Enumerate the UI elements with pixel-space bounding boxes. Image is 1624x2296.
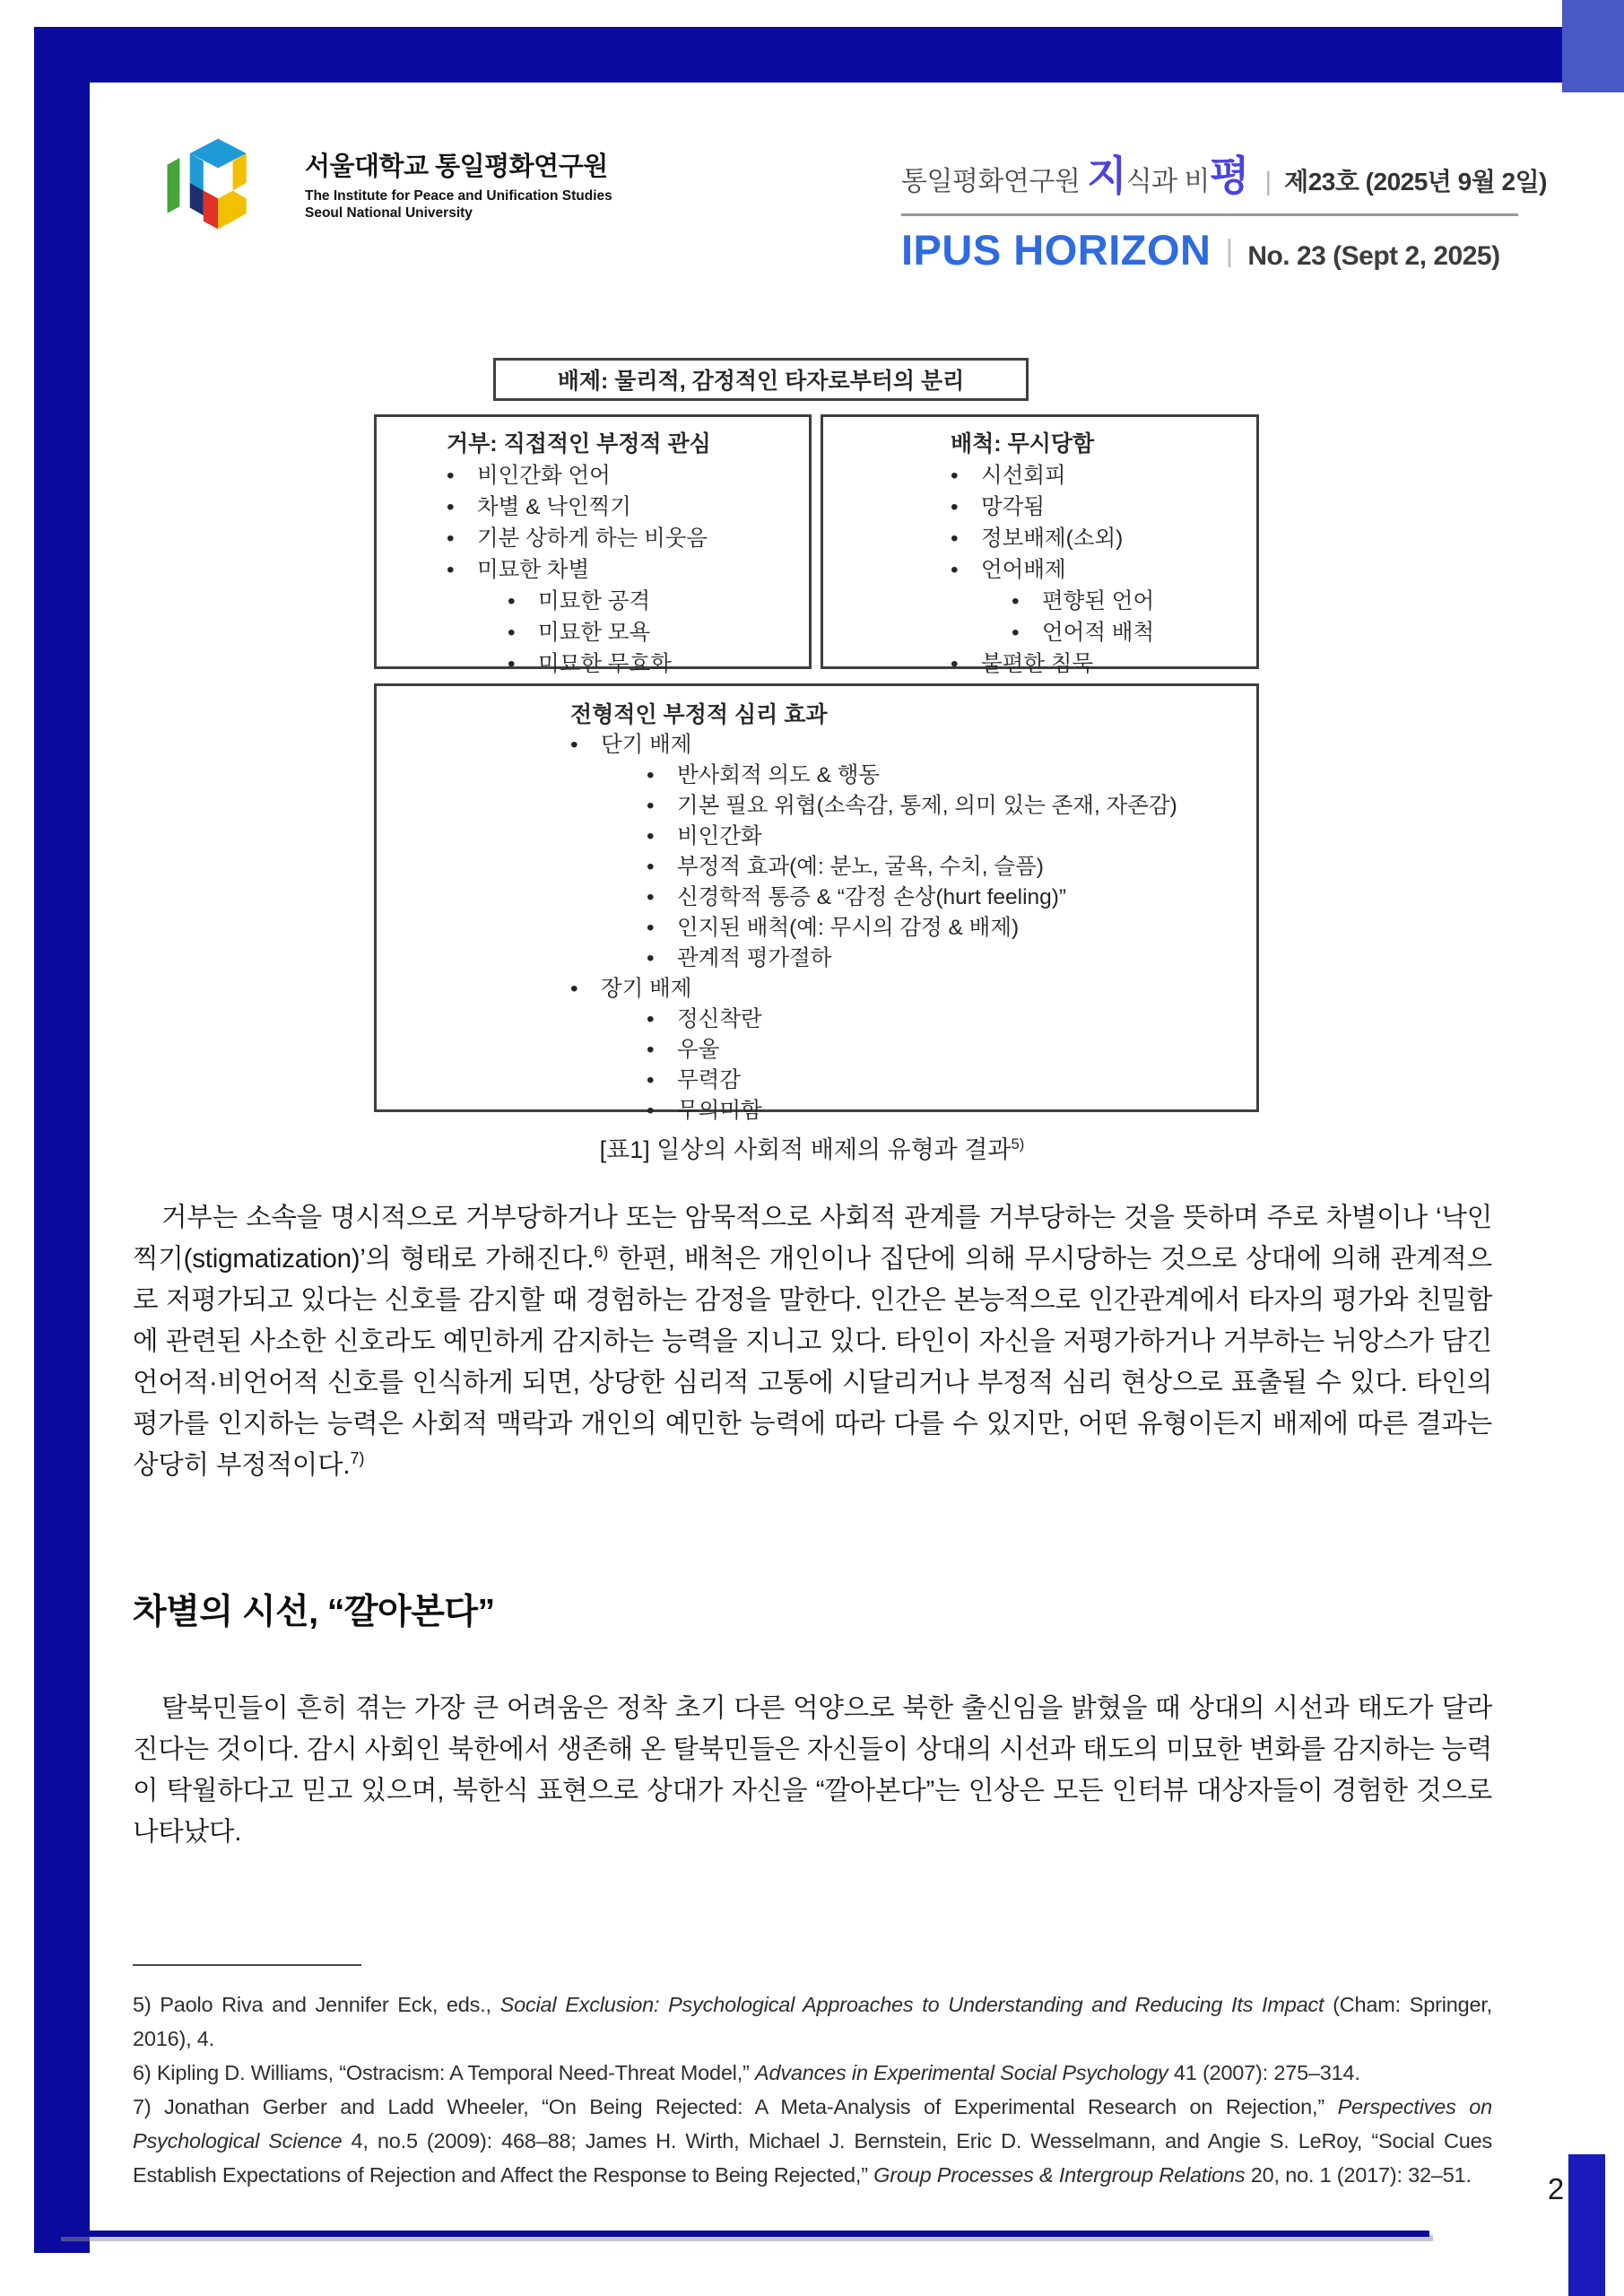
text-segment: 20, no. 1 (2017): 32–51. bbox=[1245, 2163, 1472, 2187]
diagram-item-label: 정보배제(소외) bbox=[981, 526, 1124, 551]
diagram-item-label: 미묘한 공격 bbox=[538, 589, 651, 613]
diagram-box-effects-title: 전형적인 부정적 심리 효과 bbox=[570, 702, 828, 727]
diagram-item bbox=[570, 944, 1249, 974]
masthead bbox=[901, 144, 1547, 274]
diagram-item-label: 기분 상하게 하는 비웃음 bbox=[477, 526, 708, 551]
text-segment: Perspectives on Psychological Science bbox=[133, 2095, 1492, 2152]
masthead-english-line bbox=[901, 225, 1518, 274]
institute-name-line1: The Institute for Peace and Unification Studies bbox=[305, 188, 612, 204]
diagram-item-label: 인지된 배척(예: 무시의 감정 & 배제) bbox=[677, 916, 1020, 940]
institute-name-block bbox=[305, 146, 612, 222]
text-segment: 5) Paolo Riva and Jennifer Eck, eds., bbox=[133, 1993, 500, 2016]
diagram-item bbox=[570, 730, 1249, 761]
diagram-item-label: 우울 bbox=[677, 1038, 720, 1062]
diagram-item bbox=[447, 523, 802, 554]
bullet-icon: • bbox=[508, 652, 516, 676]
masthead-divider-glyph: | bbox=[1264, 167, 1272, 196]
diagram-item-label: 언어배제 bbox=[981, 558, 1066, 582]
bullet-icon: • bbox=[447, 558, 455, 582]
series-accent-pyeong: 평 bbox=[1209, 152, 1249, 199]
bullet-icon: • bbox=[647, 1038, 655, 1062]
diagram-item-label: 미묘한 무효화 bbox=[538, 652, 672, 676]
text-segment: 거부는 소속을 명시적으로 거부당하거나 또는 암묵적으로 사회적 관계를 거부당하는 것을 뜻하며 주로 차별이나 ‘낙인찍기(stigmatization)’의 형태로 가해진다. bbox=[133, 1203, 1492, 1274]
diagram-item bbox=[447, 617, 802, 648]
diagram-item bbox=[570, 852, 1249, 883]
footnote-ref-5: 5) bbox=[1011, 1135, 1025, 1152]
diagram-box-ostracism-title: 배척: 무시당함 bbox=[951, 431, 1095, 457]
bullet-icon: • bbox=[508, 621, 516, 645]
footnote-6 bbox=[133, 2056, 1492, 2090]
footnote-ref: 7) bbox=[350, 1448, 365, 1468]
bullet-icon: • bbox=[647, 855, 655, 879]
bullet-icon: • bbox=[647, 1007, 655, 1031]
bullet-icon: • bbox=[647, 1068, 655, 1092]
footnote-7 bbox=[133, 2090, 1492, 2192]
diagram-item-label: 무의미함 bbox=[677, 1099, 762, 1123]
bullet-icon: • bbox=[647, 946, 655, 970]
diagram-item-label: 미묘한 차별 bbox=[477, 558, 590, 582]
diagram-item bbox=[570, 1035, 1249, 1065]
diagram-item-label: 불편한 침묵 bbox=[981, 652, 1094, 676]
diagram-item-label: 차별 & 낙인찍기 bbox=[477, 495, 631, 519]
diagram-item bbox=[447, 491, 802, 523]
diagram-box-rejection-title: 거부: 직접적인 부정적 관심 bbox=[447, 431, 711, 457]
bullet-icon: • bbox=[1012, 621, 1020, 645]
diagram-item bbox=[951, 523, 1249, 554]
footnotes bbox=[133, 1987, 1492, 2192]
series-name-prefix: 통일평화연구원 bbox=[901, 167, 1088, 196]
footnote-5 bbox=[133, 1987, 1492, 2056]
institute-name-line2: Seoul National University bbox=[305, 205, 473, 221]
masthead-korean-line bbox=[901, 144, 1547, 203]
diagram-item bbox=[570, 1004, 1249, 1035]
diagram-item-label: 신경학적 통증 & “감정 손상(hurt feeling)” bbox=[677, 885, 1067, 909]
table-caption-text: [표1] 일상의 사회적 배제의 유형과 결과 bbox=[599, 1136, 1012, 1163]
diagram-item-label: 무력감 bbox=[677, 1068, 742, 1092]
bullet-icon: • bbox=[951, 558, 959, 582]
bullet-icon: • bbox=[951, 464, 959, 488]
diagram-item bbox=[570, 1065, 1249, 1096]
masthead-rule bbox=[901, 213, 1518, 216]
bullet-icon: • bbox=[570, 733, 578, 757]
diagram-box-rejection bbox=[374, 414, 812, 676]
diagram-item-label: 부정적 효과(예: 분노, 굴욕, 수치, 슬픔) bbox=[677, 855, 1044, 879]
issue-number-korean: 제23호 (2025년 9월 2일) bbox=[1284, 168, 1547, 196]
bullet-icon: • bbox=[508, 589, 516, 613]
publication-title: IPUS HORIZON bbox=[901, 226, 1211, 274]
diagram-item bbox=[570, 822, 1249, 852]
text-segment: 6) Kipling D. Williams, “Ostracism: A Temporal Need-Threat Model,” bbox=[133, 2061, 755, 2084]
diagram-item bbox=[951, 648, 1249, 680]
diagram-item-label: 미묘한 모욕 bbox=[538, 621, 651, 645]
diagram-box-exclusion-title: 배제: 물리적, 감정적인 타자로부터의 분리 bbox=[557, 369, 965, 394]
bullet-icon: • bbox=[647, 885, 655, 909]
page-number: 2 bbox=[1547, 2172, 1565, 2205]
footnote-separator bbox=[133, 1964, 361, 1966]
text-segment: 4, no.5 (2009): 468–88; James H. Wirth, Michael J. Bernstein, Eric D. Wesselmann, and Angie S. LeRoy, “Social Cues Establish Expectations of Rejection and Affect the Response to Being Rejected,” bbox=[133, 2129, 1492, 2187]
footnote-ref: 6) bbox=[594, 1242, 609, 1262]
bullet-icon: • bbox=[647, 794, 655, 818]
bullet-icon: • bbox=[951, 495, 959, 519]
masthead-divider-glyph: | bbox=[1225, 234, 1234, 268]
diagram-item bbox=[570, 791, 1249, 822]
series-name-mid: 식과 비 bbox=[1125, 167, 1210, 196]
bullet-icon: • bbox=[647, 916, 655, 940]
diagram-item bbox=[570, 974, 1249, 1004]
bullet-icon: • bbox=[951, 526, 959, 551]
diagram-item bbox=[951, 460, 1249, 491]
diagram-item-label: 비인간화 언어 bbox=[477, 464, 611, 488]
diagram-box-effects bbox=[374, 683, 1259, 1123]
diagram-item-label: 비인간화 bbox=[677, 824, 762, 848]
diagram-item-label: 망각됨 bbox=[981, 495, 1046, 519]
diagram-item-label: 시선회피 bbox=[981, 464, 1066, 488]
diagram-box-effects-items bbox=[570, 730, 1249, 1126]
diagram-item bbox=[951, 491, 1249, 523]
diagram-item bbox=[447, 460, 802, 491]
diagram-item bbox=[447, 554, 802, 586]
text-segment: Social Exclusion: Psychological Approaches to Understanding and Reducing Its Impact bbox=[499, 1993, 1324, 2016]
diagram-item bbox=[570, 761, 1249, 791]
diagram-box-exclusion bbox=[493, 358, 1029, 401]
diagram-item-label: 언어적 배척 bbox=[1042, 621, 1155, 645]
diagram-item-label: 편향된 언어 bbox=[1042, 589, 1155, 613]
text-segment: Group Processes & Intergroup Relations bbox=[873, 2163, 1246, 2187]
corner-accent-square bbox=[1562, 0, 1624, 92]
text-segment: (Cham: Springer, 2016), 4. bbox=[133, 1993, 1492, 2050]
text-segment: 한편, 배척은 개인이나 집단에 의해 무시당하는 것으로 상대에 의해 관계적으로 저평가되고 있다는 신호를 감지할 때 경험하는 감정을 말한다. 인간은 본능적으로 인간관계에서 타자의 평가와 친밀함에 관련된 사소한 신호라도 예민하게 감지하는 능력을 지니고 있다. 타인이 자신을 저평가하거나 거부하는 뉘앙스가 담긴 언어적·비언어적 신호를 인식하게 되면, 상당한 심리적 고통에 시달리거나 부정적 심리 현상으로 표출될 수 있다. 타인의 평가를 인지하는 능력은 사회적 맥락과 개인의 예민한 능력에 따라 다를 수 있지만, 어떤 유형이든지 배제에 따른 결과는 상당히 부정적이다. bbox=[133, 1244, 1492, 1480]
diagram-item-label: 반사회적 의도 & 행동 bbox=[677, 763, 881, 787]
bullet-icon: • bbox=[951, 652, 959, 676]
institute-logo bbox=[151, 127, 612, 240]
bullet-icon: • bbox=[1012, 589, 1020, 613]
diagram-item bbox=[570, 883, 1249, 913]
bullet-icon: • bbox=[447, 526, 455, 551]
diagram-item bbox=[447, 586, 802, 617]
bullet-icon: • bbox=[447, 464, 455, 488]
diagram-item bbox=[951, 586, 1249, 617]
text-segment: 41 (2007): 275–314. bbox=[1168, 2061, 1360, 2084]
diagram-item-label: 단기 배제 bbox=[601, 733, 692, 757]
section-heading: 차별의 시선, “깔아본다” bbox=[133, 1593, 495, 1631]
series-accent-ji: 지 bbox=[1087, 152, 1126, 199]
diagram-item-label: 기본 필요 위협(소속감, 통제, 의미 있는 존재, 자존감) bbox=[677, 794, 1177, 818]
footer-rule bbox=[57, 2231, 1429, 2237]
bullet-icon: • bbox=[647, 1099, 655, 1123]
body-paragraph-2: 탈북민들이 흔히 겪는 가장 큰 어려움은 정착 초기 다른 억양으로 북한 출신임을 밝혔을 때 상대의 시선과 태도가 달라진다는 것이다. 감시 사회인 북한에서 생존해 온 탈북민들은 자신들이 상대의 시선과 태도의 미묘한 변화를 감지하는 능력이 탁월하다고 믿고 있으며, 북한식 표현으로 상대가 자신을 “깔아본다”는 인상은 모든 인터뷰 대상자들이 경험한 것으로 나타났다. bbox=[133, 1693, 1492, 1847]
diagram-item bbox=[951, 617, 1249, 648]
bullet-icon: • bbox=[647, 763, 655, 787]
diagram-box-ostracism-items bbox=[951, 460, 1249, 680]
diagram-item bbox=[447, 648, 802, 680]
diagram-box-rejection-items bbox=[447, 460, 802, 680]
bullet-icon: • bbox=[647, 824, 655, 848]
diagram-box-ostracism bbox=[821, 414, 1259, 676]
diagram-item-label: 장기 배제 bbox=[601, 977, 692, 1001]
institute-name-korean: 서울대학교 통일평화연구원 bbox=[305, 152, 608, 181]
diagram-item bbox=[951, 554, 1249, 586]
frame-top-bar bbox=[34, 27, 1582, 83]
diagram-item-label: 정신착란 bbox=[677, 1007, 762, 1031]
bullet-icon: • bbox=[447, 495, 455, 519]
table-caption bbox=[0, 1130, 1624, 1165]
diagram-item-label: 관계적 평가절하 bbox=[677, 946, 832, 970]
issue-number-english: No. 23 (Sept 2, 2025) bbox=[1247, 241, 1500, 271]
diagram-item bbox=[570, 1096, 1249, 1126]
body-paragraph-1 bbox=[133, 1197, 1492, 1486]
text-segment: Advances in Experimental Social Psychology bbox=[755, 2061, 1168, 2084]
institute-name-english bbox=[305, 187, 612, 222]
ipus-logo-mark bbox=[151, 127, 292, 240]
diagram-item bbox=[570, 913, 1249, 944]
bullet-icon: • bbox=[570, 977, 578, 1001]
text-segment: 7) Jonathan Gerber and Ladd Wheeler, “On Being Rejected: A Meta-Analysis of Experimental Research on Rejection,” bbox=[133, 2095, 1338, 2118]
